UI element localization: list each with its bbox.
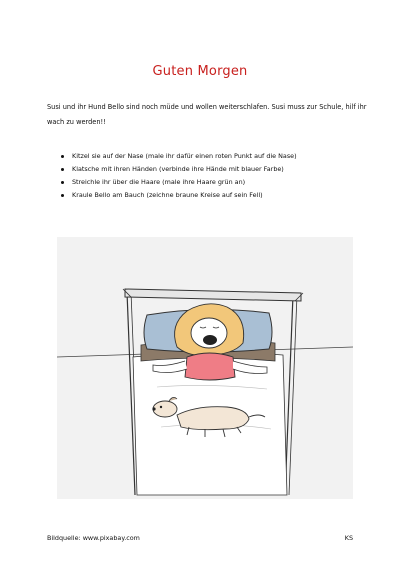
- list-item: Klatsche mit ihren Händen (verbinde ihre Hände mit blauer Farbe): [58, 163, 368, 176]
- intro-paragraph: Susi und ihr Hund Bello sind noch müde und wollen weiterschlafen. Susi muss zur Schule, hilf ihr wach zu werden!!: [47, 103, 367, 126]
- girl-shirt: [185, 353, 235, 380]
- task-list: [58, 150, 368, 202]
- page-title: Guten Morgen: [152, 64, 248, 79]
- list-item: Kraule Bello am Bauch (zeichne braune Kreise auf sein Fell): [58, 189, 368, 202]
- headboard: [125, 289, 301, 301]
- list-item: Kitzel sie auf der Nase (male ihr dafür einen roten Punkt auf die Nase): [58, 150, 368, 163]
- bed-post-right-inner: [289, 295, 297, 495]
- list-item: Streichle ihr über die Haare (male ihre Haare grün an): [58, 176, 368, 189]
- author-initials: KS: [344, 534, 353, 542]
- dog-nose: [152, 407, 155, 410]
- dog-head: [153, 401, 177, 417]
- girl-and-dog-in-bed-illustration: [57, 237, 353, 499]
- dog-eye: [160, 406, 162, 408]
- bed-illustration: [57, 237, 353, 499]
- image-source: Bildquelle: www.pixabay.com: [47, 534, 140, 542]
- yawning-mouth: [203, 335, 217, 345]
